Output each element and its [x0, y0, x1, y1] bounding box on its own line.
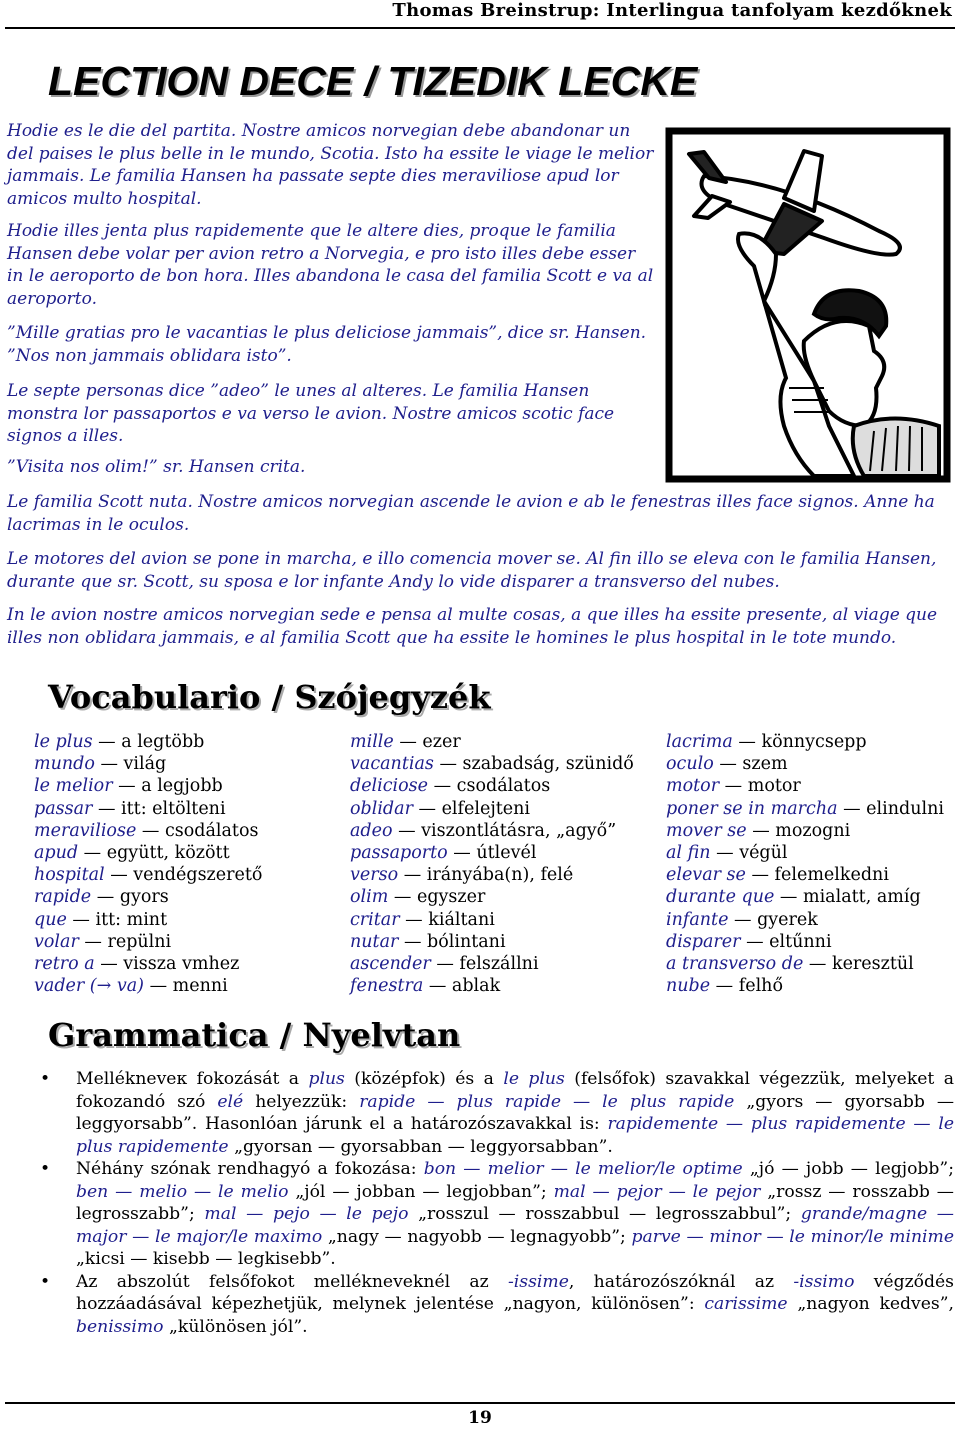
- lesson-title: LECTION DECE / TIZEDIK LECKE: [48, 58, 698, 104]
- vocab-meaning: csodálatos: [164, 820, 259, 841]
- vocab-term: mundo: [34, 754, 95, 775]
- vocab-term: mover se: [666, 820, 747, 841]
- vocab-meaning: vendégszerető: [133, 865, 263, 886]
- vocab-dash: —: [803, 953, 832, 974]
- grammar-example: carissime: [704, 1294, 788, 1314]
- grammar-example: le plus: [503, 1069, 565, 1089]
- vocab-dash: —: [774, 887, 803, 908]
- vocab-dash: —: [104, 865, 134, 886]
- story-paragraph-3: ”Mille gratias pro le vacantias le plus deliciose jammais”, dice sr. Hansen. ”Nos non jammais oblidara isto”.: [7, 323, 647, 366]
- vocab-dash: —: [740, 931, 770, 952]
- vocab-dash: —: [94, 953, 124, 974]
- vocab-meaning: a legtöbb: [121, 732, 205, 752]
- vocab-term: infante: [666, 909, 729, 930]
- vocab-term: elevar se: [666, 865, 746, 886]
- vocab-dash: —: [710, 976, 739, 997]
- vocab-meaning: felhő: [738, 976, 783, 997]
- vocab-term: le plus: [34, 732, 93, 752]
- vocab-term: vacantias: [350, 754, 434, 775]
- vocab-term: al fin: [666, 842, 711, 863]
- vocab-dash: —: [92, 732, 122, 752]
- vocab-dash: —: [392, 820, 422, 841]
- vocab-entry: [666, 931, 944, 953]
- vocab-meaning: itt: mint: [95, 909, 168, 930]
- vocab-dash: —: [144, 976, 173, 997]
- vocab-entry: [350, 798, 634, 820]
- vocab-dash: —: [412, 798, 442, 819]
- story-paragraph-1: Hodie es le die del partita. Nostre amicos norvegian debe abandonar un del paises le plus belle in le mundo, Scotia. Isto ha essite le viage le melior jammais. Le familia Hansen ha passate septe dies meraviliose apud lor amicos multo hospital.: [7, 121, 654, 209]
- grammar-text: (felsőfok) szavakkal végezzük, melyeket a fokozandó szó: [76, 1069, 955, 1112]
- vocab-meaning: keresztül: [831, 953, 914, 974]
- vocab-dash: —: [388, 887, 417, 908]
- vocab-dash: —: [430, 953, 460, 974]
- grammar-example: plus: [308, 1069, 345, 1089]
- grammar-bullet-1: [40, 1068, 954, 1158]
- vocab-entry: [666, 842, 944, 864]
- vocab-dash: —: [66, 909, 96, 930]
- vocab-term: apud: [34, 842, 79, 863]
- grammar-example: benissimo: [76, 1316, 164, 1337]
- grammar-example: rapidemente — plus rapidemente — le plus rapidemente: [76, 1114, 954, 1157]
- vocab-term: disparer: [666, 931, 741, 952]
- vocab-meaning: gyors: [119, 887, 169, 908]
- grammar-text: „nagy — nagyobb — legnagyobb”;: [322, 1226, 632, 1247]
- grammar-list: [40, 1068, 954, 1338]
- vocab-dash: —: [746, 820, 776, 841]
- vocab-dash: —: [710, 842, 740, 863]
- vocab-entry: [666, 864, 944, 886]
- grammar-text: „különösen jól”.: [163, 1316, 308, 1337]
- vocab-meaning: motor: [747, 776, 801, 797]
- vocab-dash: —: [713, 754, 743, 775]
- vocab-meaning: eltűnni: [769, 931, 832, 952]
- story-paragraph-4: Le septe personas dice ”adeo” le unes al alteres. Le familia Hansen monstra lor passaportos e va verso le avion. Nostre amicos scotic face signos a illes.: [7, 381, 615, 446]
- vocab-meaning: elindulni: [866, 798, 944, 819]
- vocab-meaning: repülni: [107, 931, 172, 952]
- vocab-entry: [34, 886, 262, 908]
- vocab-entry: [350, 909, 634, 931]
- vocab-entry: [666, 753, 944, 775]
- grammar-text: „rosszul — rosszabbul — legrosszabbul”;: [408, 1204, 801, 1224]
- grammar-text: Mellékneveк fokozását a: [76, 1069, 309, 1089]
- vocab-entry: [34, 931, 262, 953]
- vocab-dash: —: [91, 887, 120, 908]
- man-waving-at-airplane-illustration: [664, 126, 952, 484]
- vocab-entry: [34, 909, 262, 931]
- vocab-term: adeo: [350, 820, 393, 841]
- grammar-text: „gyorsan — gyorsabban — leggyorsabban”.: [228, 1136, 613, 1157]
- vocab-meaning: könnycsepp: [761, 732, 867, 752]
- story-paragraph-2: Hodie illes jenta plus rapidemente que le altere dies, proque le familia Hansen debe volar per avion retro a Norvegia, e pro isto illes debe esser in le aeroporto de bon hora. Illes abandona le casa del familia Scott e va al aeroporto.: [7, 221, 654, 309]
- vocab-term: fenestra: [350, 976, 424, 997]
- vocab-dash: —: [732, 732, 762, 752]
- vocab-term: lacrima: [666, 732, 733, 752]
- vocab-term: poner se in marcha: [666, 798, 838, 819]
- vocab-meaning: útlevél: [476, 842, 537, 863]
- vocab-entry: [666, 909, 944, 931]
- grammar-text: helyezzük:: [243, 1091, 360, 1112]
- grammar-example: ben — melio — le melio: [76, 1181, 289, 1202]
- vocab-meaning: felemelkedni: [774, 865, 889, 886]
- vocab-entry: [350, 842, 634, 864]
- vocab-term: le melior: [34, 776, 113, 797]
- grammar-text: Az abszolút felsőfokot mellékneveknél az: [76, 1271, 508, 1292]
- vocab-term: que: [34, 909, 67, 930]
- vocab-entry: [666, 775, 944, 797]
- vocab-term: durante que: [666, 887, 775, 908]
- vocab-meaning: mialatt, amíg: [802, 887, 921, 908]
- vocab-entry: [34, 953, 262, 975]
- grammar-example: bon — melior — le melior/le optime: [423, 1159, 743, 1179]
- vocab-dash: —: [399, 909, 429, 930]
- grammar-example: -issime: [507, 1271, 569, 1292]
- footer-rule: [5, 1402, 955, 1404]
- vocab-entry: [34, 864, 262, 886]
- vocab-term: volar: [34, 931, 79, 952]
- vocab-meaning: vissza vmhez: [123, 953, 240, 974]
- vocab-entry: [666, 798, 944, 820]
- vocab-meaning: egyszer: [416, 887, 486, 908]
- vocab-term: olim: [350, 887, 389, 908]
- vocab-term: retro a: [34, 953, 95, 974]
- vocab-term: nutar: [350, 931, 399, 952]
- vocab-entry: [666, 975, 944, 997]
- story-paragraph-5: ”Visita nos olim!” sr. Hansen crita.: [7, 457, 306, 477]
- grammar-example: elé: [217, 1091, 244, 1112]
- vocab-dash: —: [745, 865, 775, 886]
- vocab-term: oblidar: [350, 798, 413, 819]
- vocab-entry: [350, 931, 634, 953]
- vocab-meaning: elfelejteni: [441, 798, 531, 819]
- vocab-meaning: ablak: [451, 976, 501, 997]
- vocab-meaning: a legjobb: [141, 776, 223, 797]
- vocab-meaning: menni: [172, 976, 228, 997]
- vocab-dash: —: [78, 931, 108, 952]
- grammar-text: „jó — jobb — legjobb”;: [742, 1159, 955, 1179]
- grammar-example: mal — pejo — le pejo: [204, 1204, 409, 1224]
- vocab-term: hospital: [34, 865, 105, 886]
- vocab-entry: [34, 775, 262, 797]
- vocab-entry: [34, 798, 262, 820]
- vocab-meaning: felszállni: [459, 953, 539, 974]
- vocab-dash: —: [398, 865, 427, 886]
- vocab-dash: —: [393, 732, 423, 752]
- vocab-entry: [350, 953, 634, 975]
- grammar-text: „nagyon kedves”,: [787, 1294, 954, 1314]
- vocab-entry: [666, 886, 944, 908]
- vocab-term: a transverso de: [666, 953, 804, 974]
- vocab-meaning: szem: [742, 754, 788, 775]
- grammar-text: „jól — jobban — legjobban”;: [288, 1181, 554, 1202]
- vocab-entry: [666, 953, 944, 975]
- vocab-entry: [350, 975, 634, 997]
- bullet-dot: •: [40, 1271, 51, 1292]
- vocab-meaning: együtt, között: [106, 842, 230, 863]
- vocab-entry: [350, 864, 634, 886]
- vocab-entry: [350, 886, 634, 908]
- vocab-term: verso: [350, 865, 399, 886]
- vocab-term: critar: [350, 909, 400, 930]
- grammar-example: grande/magne — major — le major/le maximo: [76, 1204, 954, 1247]
- bullet-dot: •: [40, 1159, 51, 1179]
- grammar-text: „rossz — rosszabb — legrosszabb”;: [76, 1181, 954, 1224]
- vocab-dash: —: [728, 909, 758, 930]
- grammar-heading: Grammatica / Nyelvtan: [48, 1016, 461, 1054]
- vocab-term: nube: [666, 976, 711, 997]
- grammar-text: (középfok) és a: [344, 1069, 504, 1089]
- vocab-dash: —: [94, 754, 124, 775]
- vocab-dash: —: [433, 754, 463, 775]
- vocab-meaning: világ: [123, 754, 167, 775]
- vocab-meaning: mozogni: [775, 820, 851, 841]
- vocab-meaning: végül: [739, 842, 788, 863]
- vocab-dash: —: [398, 931, 428, 952]
- vocab-meaning: viszontlátásra, „agyő”: [421, 820, 617, 841]
- vocab-entry: [350, 753, 634, 775]
- vocab-meaning: szabadság, szünidő: [462, 754, 634, 775]
- vocab-term: deliciose: [350, 776, 429, 797]
- vocab-term: passaporto: [350, 842, 448, 863]
- vocab-term: passar: [34, 798, 93, 819]
- vocab-entry: [34, 842, 262, 864]
- grammar-text: „gyors — gyorsabb — leggyorsabb”. Hasonlóan járunk el a határozószavakkal is:: [76, 1091, 955, 1134]
- vocab-dash: —: [447, 842, 477, 863]
- grammar-text: Néhány szónak rendhagyó a fokozása:: [76, 1159, 424, 1179]
- vocab-entry: [350, 775, 634, 797]
- grammar-text: , határozószóknál az: [568, 1271, 794, 1292]
- vocab-entry: [666, 731, 944, 753]
- vocab-dash: —: [92, 798, 122, 819]
- grammar-bullet-2: [40, 1158, 954, 1271]
- vocab-column-1: [34, 731, 262, 997]
- vocab-term: oculo: [666, 754, 714, 775]
- bullet-dot: •: [40, 1069, 51, 1089]
- vocabulary-heading: Vocabulario / Szójegyzék: [48, 678, 491, 716]
- vocab-meaning: itt: eltölteni: [121, 798, 226, 819]
- vocab-entry: [34, 975, 262, 997]
- grammar-example: rapide — plus rapide — le plus rapide: [359, 1091, 735, 1112]
- vocab-dash: —: [136, 820, 165, 841]
- grammar-example: parve — minor — le minor/le minime: [631, 1226, 954, 1247]
- grammar-example: -issimo: [793, 1271, 855, 1292]
- vocab-term: meraviliose: [34, 820, 137, 841]
- vocab-meaning: gyerek: [757, 909, 818, 930]
- header-rule: [5, 27, 955, 29]
- vocab-term: rapide: [34, 887, 92, 908]
- page-number: 19: [468, 1408, 492, 1428]
- grammar-example: mal — pejor — le pejor: [553, 1181, 761, 1202]
- vocab-entry: [350, 820, 634, 842]
- vocab-term: ascender: [350, 953, 431, 974]
- vocab-term: mille: [350, 732, 394, 752]
- vocab-column-2: [350, 731, 634, 997]
- vocab-dash: —: [719, 776, 748, 797]
- grammar-bullet-3: [40, 1271, 954, 1339]
- vocab-meaning: csodálatos: [456, 776, 551, 797]
- story-paragraph-8: In le avion nostre amicos norvegian sede e pensa al multe cosas, a que illes ha essite presente, al viage que illes non oblidara jammais, e al familia Scott que ha essite le homines le plus hospital in le tote mundo.: [7, 605, 938, 648]
- story-paragraph-7: Le motores del avion se pone in marcha, e illo comencia mover se. Al fin illo se eleva con le familia Hansen, durante que sr. Scott, su sposa e lor infante Andy lo vide disparer a transverso del nubes.: [7, 549, 937, 592]
- vocab-entry: [34, 753, 262, 775]
- vocab-dash: —: [112, 776, 142, 797]
- vocab-meaning: bólintani: [427, 931, 506, 952]
- story-paragraph-6: Le familia Scott nuta. Nostre amicos norvegian ascende le avion e ab le fenestras illes face signos. Anne ha lacrimas in le oculos.: [7, 492, 935, 535]
- vocab-entry: [350, 731, 634, 753]
- vocab-meaning: kiáltani: [428, 909, 495, 930]
- running-header: Thomas Breinstrup: Interlingua tanfolyam kezdőknek: [392, 0, 952, 21]
- vocab-column-3: [666, 731, 944, 997]
- grammar-text: „kicsi — kisebb — legkisebb”.: [76, 1249, 336, 1269]
- vocab-dash: —: [428, 776, 457, 797]
- vocab-entry: [34, 731, 262, 753]
- vocab-dash: —: [837, 798, 867, 819]
- vocab-entry: [666, 820, 944, 842]
- vocab-meaning: irányába(n), felé: [426, 865, 574, 886]
- vocab-dash: —: [423, 976, 452, 997]
- vocab-term: motor: [666, 776, 720, 797]
- grammar-text: végződés hozzáadásával képezhetjük, melynek jelentése „nagyon, különösen”:: [76, 1271, 955, 1314]
- vocab-meaning: ezer: [422, 732, 461, 752]
- vocab-entry: [34, 820, 262, 842]
- vocab-term: vader (→ va): [34, 976, 145, 997]
- vocab-dash: —: [78, 842, 107, 863]
